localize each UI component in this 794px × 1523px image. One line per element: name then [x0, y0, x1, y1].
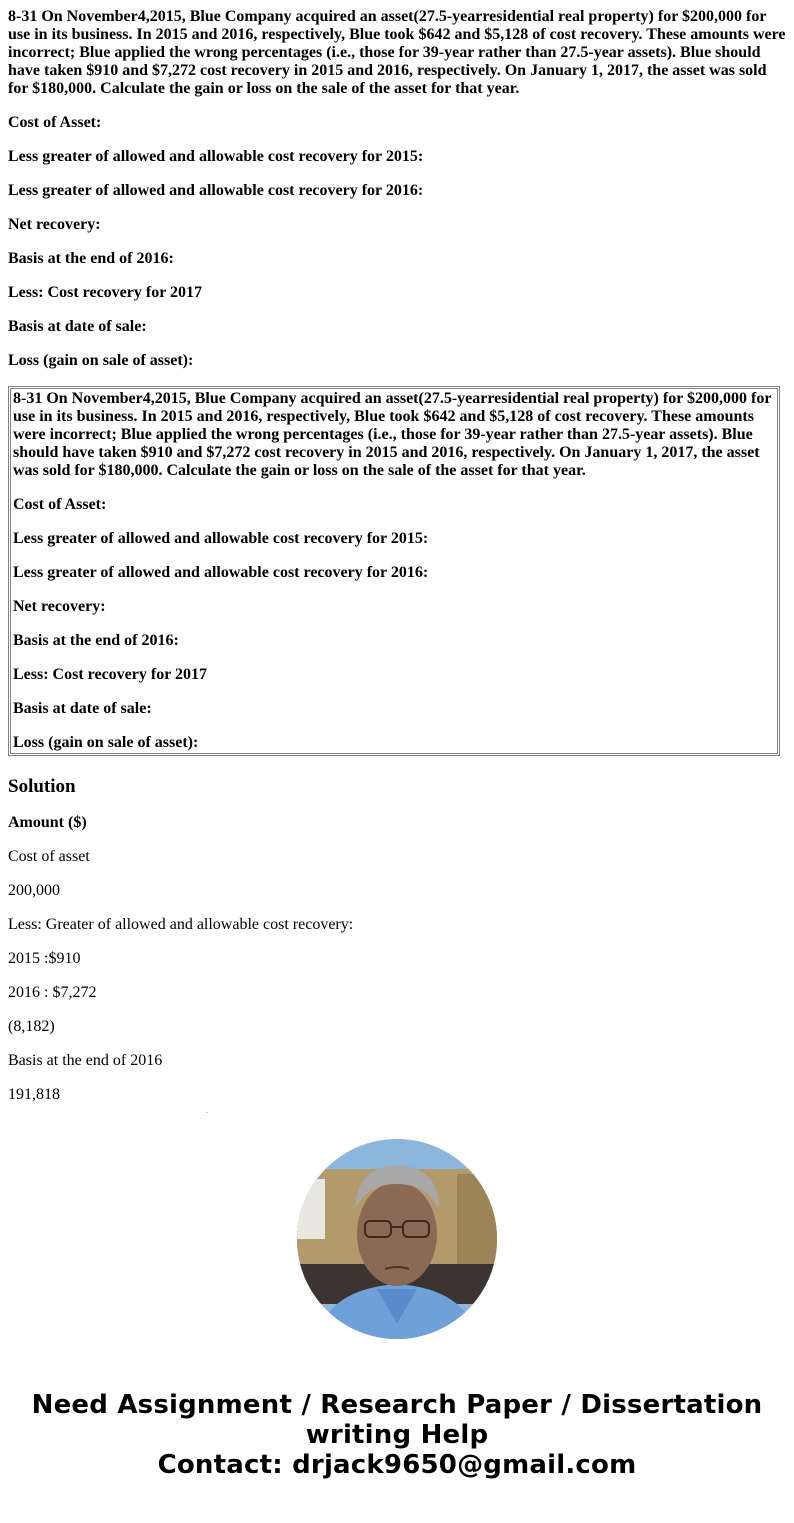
person-photo-icon	[297, 1139, 497, 1339]
solution-line-2015: 2015 :$910	[8, 950, 81, 967]
amount-heading: Amount ($)	[8, 814, 87, 831]
solution-line-total-recovery: (8,182)	[8, 1018, 55, 1035]
solution-line-less-label: Less: Greater of allowed and allowable cost recovery:	[8, 916, 354, 933]
solution-line-cost-value: 200,000	[8, 882, 60, 899]
question-line-loss-gain: Loss (gain on sale of asset):	[8, 352, 194, 369]
solution-heading: Solution	[8, 776, 76, 797]
question-line-basis-2016: Basis at the end of 2016:	[8, 250, 174, 267]
promo-line-2: writing Help	[305, 1420, 489, 1450]
solution-line-basis-value: 191,818	[8, 1086, 60, 1103]
solution-line-2016: 2016 : $7,272	[8, 984, 97, 1001]
question-text: 8-31 On November4,2015, Blue Company acquired an asset(27.5-yearresidential real property) for $200,000 for use in its business. In 2015 and 2016, respectively, Blue took $642 and $5,128 of cost recovery. These amounts were incorrect; Blue applied the wrong percentages (i.e., those for 39-year rather than 27.5-year assets). Blue should have taken $910 and $7,272 cost recovery in 2015 and 2016, respectively. On January 1, 2017, the asset was sold for $180,000. Calculate the gain or loss on the sale of the asset for that year.	[8, 8, 786, 97]
question-section	[8, 8, 786, 370]
question-box-line-basis-at-sale: Basis at date of sale:	[13, 700, 152, 717]
question-line-cost-of-asset: Cost of Asset:	[8, 114, 102, 131]
avatar	[297, 1139, 497, 1339]
promo-line-1: Need Assignment / Research Paper / Dissertation	[31, 1390, 763, 1420]
question-line-recovery-2016: Less greater of allowed and allowable cost recovery for 2016:	[8, 182, 424, 199]
question-box-line-net-recovery: Net recovery:	[13, 598, 106, 615]
question-line-recovery-2017: Less: Cost recovery for 2017	[8, 284, 203, 301]
solution-section	[8, 776, 786, 1113]
solution-line-basis-label: Basis at the end of 2016	[8, 1052, 163, 1069]
question-box-line-recovery-2015: Less greater of allowed and allowable cost recovery for 2015:	[13, 530, 429, 547]
promo-banner	[8, 1390, 786, 1480]
question-box-line-basis-2016: Basis at the end of 2016:	[13, 632, 179, 649]
question-box-line-loss-gain: Loss (gain on sale of asset):	[13, 734, 199, 751]
avatar-container	[8, 1139, 786, 1339]
promo-contact: Contact: drjack9650@gmail.com	[157, 1450, 637, 1480]
question-box-text: 8-31 On November4,2015, Blue Company acquired an asset(27.5-yearresidential real property) for $200,000 for use in its business. In 2015 and 2016, respectively, Blue took $642 and $5,128 of cost recovery. These amounts were incorrect; Blue applied the wrong percentages (i.e., those for 39-year rather than 27.5-year assets). Blue should have taken $910 and $7,272 cost recovery in 2015 and 2016, respectively. On January 1, 2017, the asset was sold for $180,000. Calculate the gain or loss on the sale of the asset for that year.	[13, 390, 772, 479]
question-box-line-cost-of-asset: Cost of Asset:	[13, 496, 107, 513]
stray-dot	[206, 1112, 208, 1113]
question-box	[8, 386, 780, 756]
question-line-net-recovery: Net recovery:	[8, 216, 101, 233]
question-box-line-recovery-2016: Less greater of allowed and allowable cost recovery for 2016:	[13, 564, 429, 581]
question-line-recovery-2015: Less greater of allowed and allowable cost recovery for 2015:	[8, 148, 424, 165]
solution-line-cost-label: Cost of asset	[8, 848, 90, 865]
question-line-basis-at-sale: Basis at date of sale:	[8, 318, 147, 335]
question-box-line-recovery-2017: Less: Cost recovery for 2017	[13, 666, 208, 683]
